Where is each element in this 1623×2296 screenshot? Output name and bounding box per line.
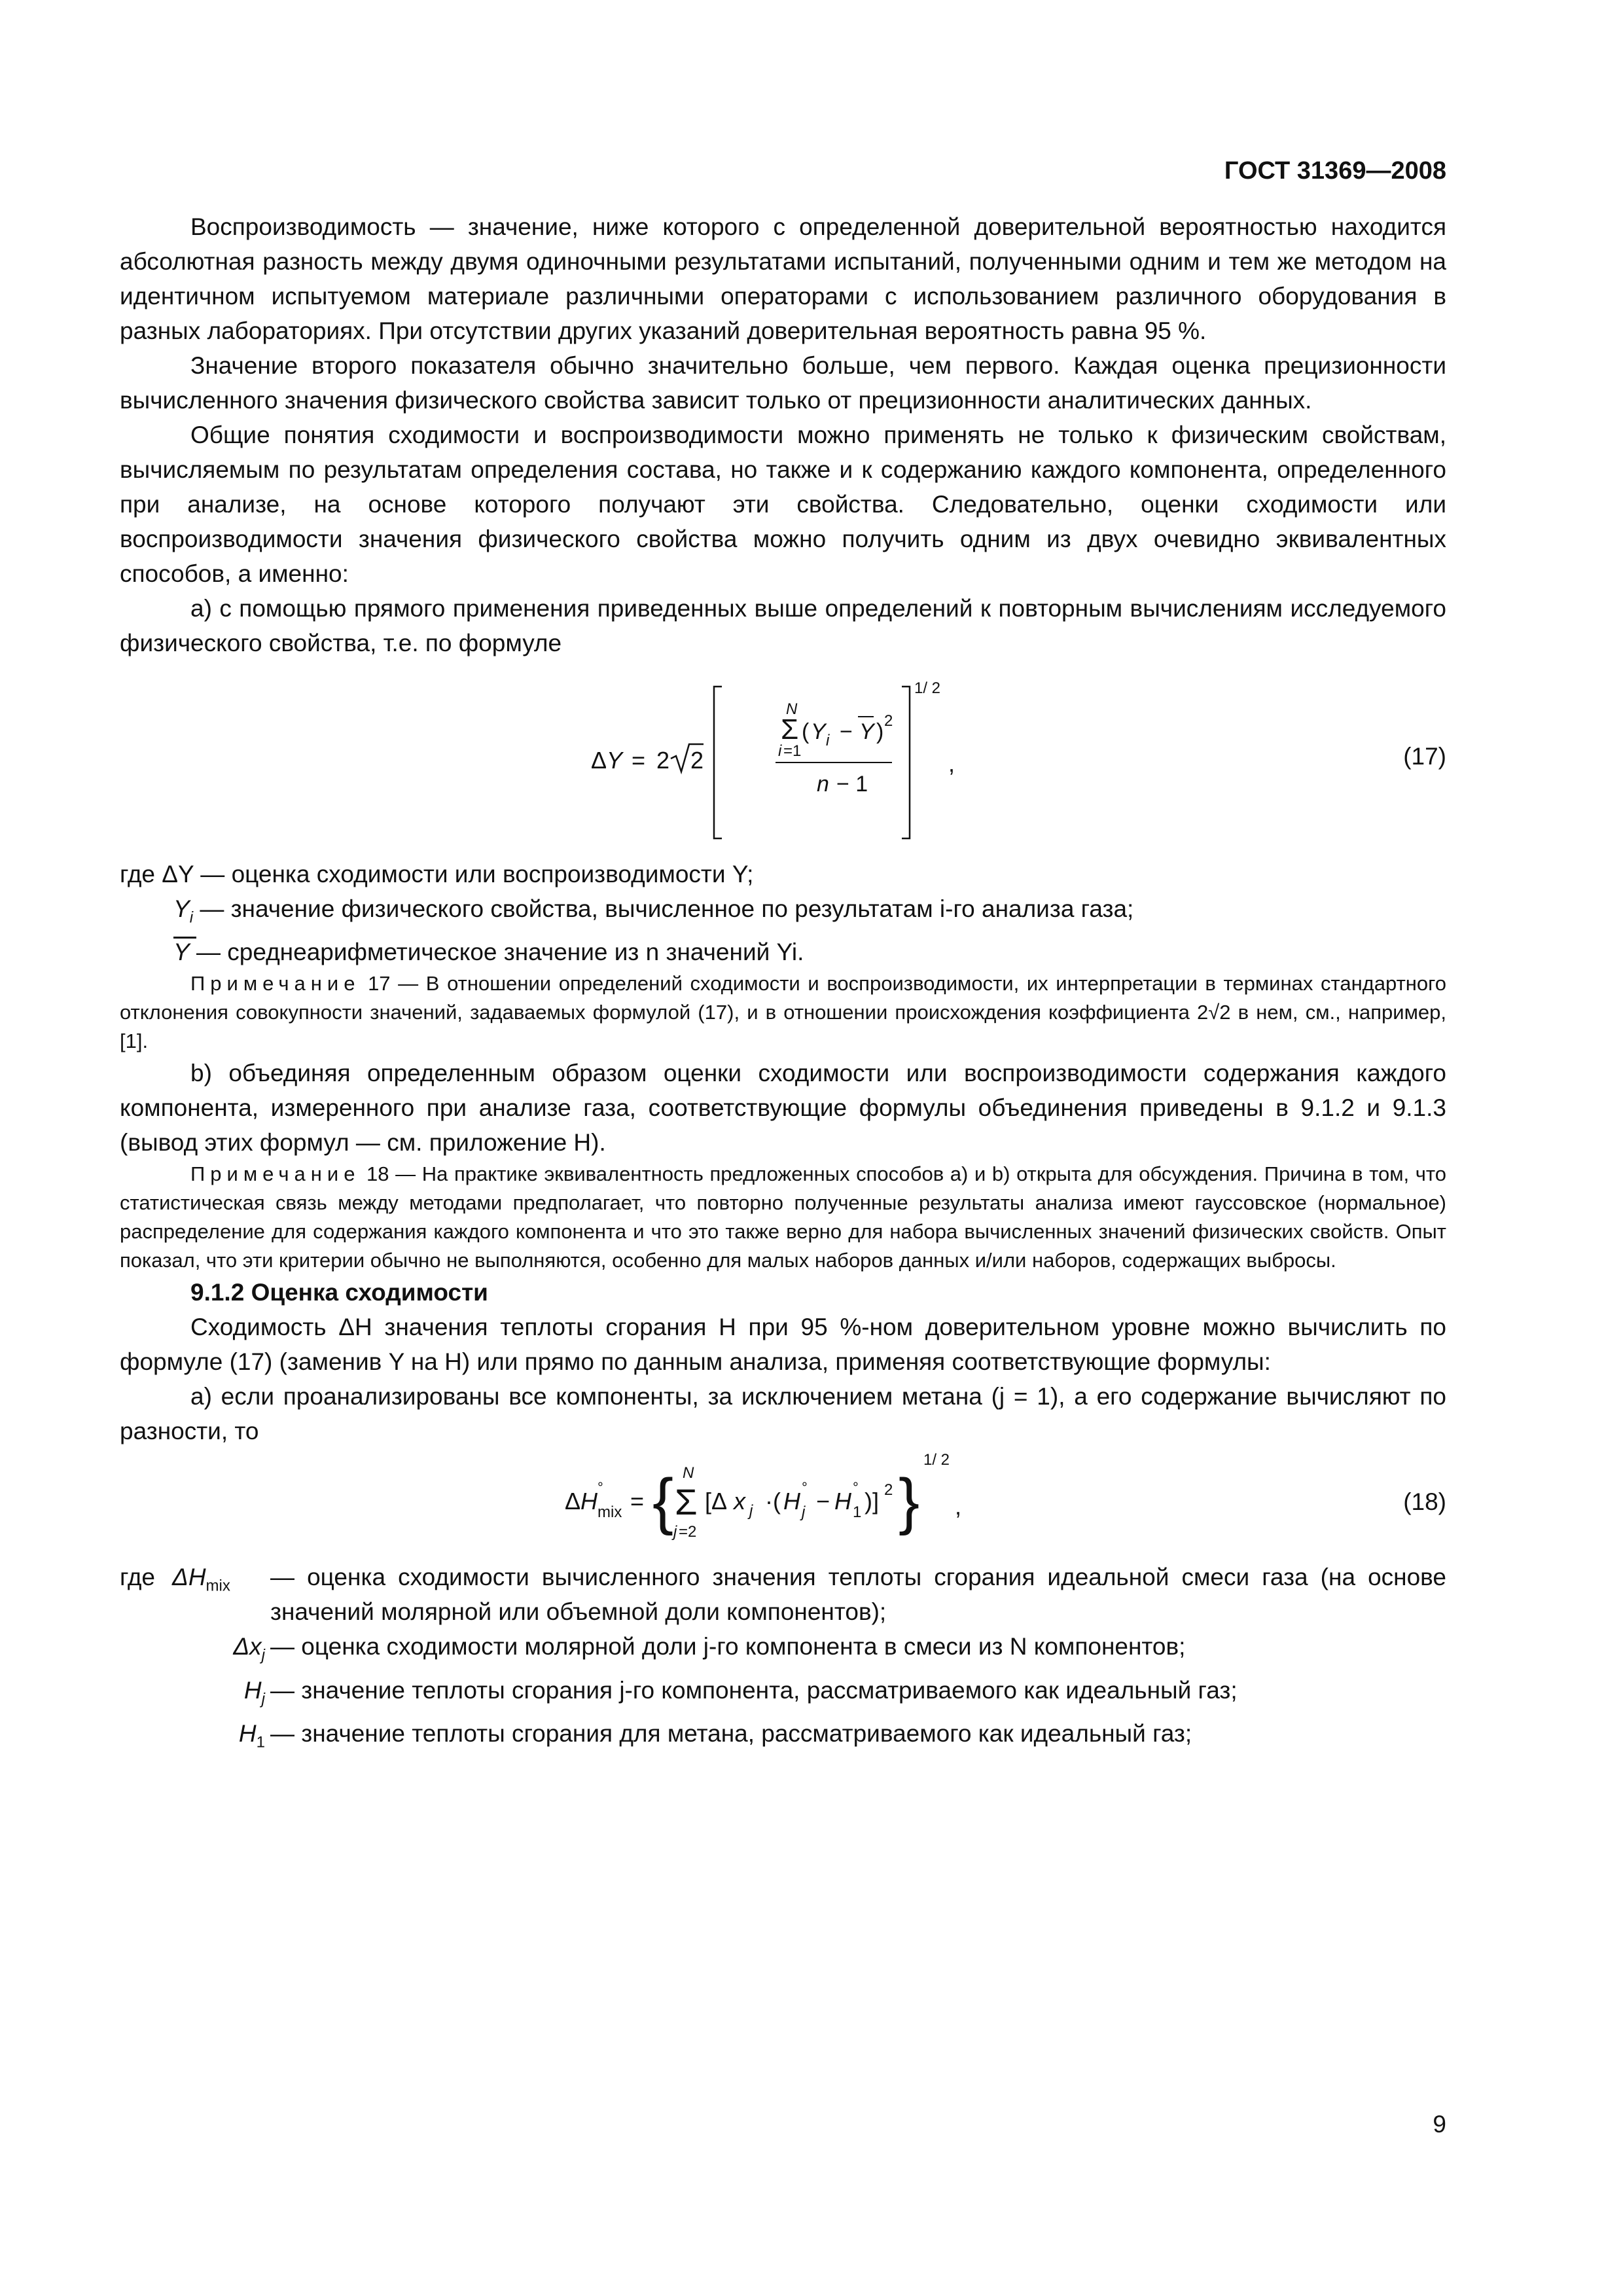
svg-text:H: H	[580, 1488, 597, 1515]
svg-text:}: }	[899, 1466, 920, 1537]
svg-text:Δ: Δ	[565, 1488, 581, 1515]
paragraph-second-index: Значение второго показателя обычно значительно больше, чем первого. Каждая оценка прецизионности вычисленного значения физического свойства зависит только от прецизионности аналитических данных.	[120, 352, 1446, 414]
svg-text:Y: Y	[859, 719, 874, 744]
paragraph-general-concepts: Общие понятия сходимости и воспроизводимости можно применять не только к физическим свойствам, вычисляемым по результатам определения состава, но также и к содержанию каждого компонента, определенного при анализе, на основе которого получают эти свойства. Следовательно, оценки сходимости или воспроизводимости значения физического свойства можно получить одним из двух очевидно эквивалентных способов, а именно:	[120, 422, 1446, 587]
svg-text:1/ 2: 1/ 2	[914, 679, 941, 697]
symbol-hj: $H_j$	[243, 1676, 265, 1708]
svg-text:Σ: Σ	[781, 713, 799, 745]
document-body	[120, 209, 1446, 1760]
paragraph-reproducibility: Воспроизводимость — значение, ниже которого с определенной доверительной вероятностью находится абсолютная разность между двумя одиночными результатами испытаний, полученными одним и тем же методом на идентичном испытуемом материале различными операторами с использованием различного оборудования в разных лабораториях. При отсутствии других указаний доверительная вероятность равна 95 %.	[120, 213, 1446, 344]
svg-text:,: ,	[955, 1493, 962, 1520]
svg-text:°: °	[597, 1479, 603, 1496]
svg-text:[Δ: [Δ	[705, 1488, 728, 1515]
svg-text:j: j	[802, 1503, 806, 1522]
where-block-17	[120, 857, 1446, 969]
svg-text:N: N	[786, 700, 798, 718]
svg-text:j: j	[673, 1523, 677, 1541]
section-heading-9-1-2: 9.1.2 Оценка сходимости	[190, 1279, 488, 1306]
svg-text:Y: Y	[607, 747, 623, 774]
svg-text:i: i	[778, 742, 782, 760]
formula-18-block	[120, 1448, 1446, 1560]
svg-text:2: 2	[884, 1481, 893, 1499]
where-dx-text: — оценка сходимости молярной доли j-го компонента в смеси из N компонентов;	[270, 1633, 1186, 1660]
svg-text:n: n	[817, 772, 829, 797]
paragraph-repeatability: Сходимость ΔH значения теплоты сгорания H при 95 %-ном доверительном уровне можно вычислить по формуле (17) (заменив Y на H) или прямо по данным анализа, применяя соответствующие формулы:	[120, 1314, 1446, 1376]
svg-text:=: =	[630, 1488, 645, 1515]
svg-text:=2: =2	[679, 1523, 697, 1541]
svg-text:°: °	[853, 1479, 859, 1496]
where-dh-row	[120, 1560, 1446, 1629]
where-dh-text: — оценка сходимости вычисленного значения теплоты сгорания идеальной смеси газа (на основе значений молярной или объемной доли компонентов);	[270, 1564, 1446, 1626]
where-yi-text: — значение физического свойства, вычисленное по результатам i-го анализа газа;	[200, 895, 1134, 922]
where-h1-text: — значение теплоты сгорания для метана, рассматриваемого как идеальный газ;	[270, 1720, 1192, 1748]
note-18	[120, 1160, 1446, 1275]
paragraph-method-a: а) с помощью прямого применения приведенных выше определений к повторным вычислениям исследуемого физического свойства, т.е. по формуле	[120, 595, 1446, 656]
where-dx-row	[120, 1629, 1446, 1672]
svg-text:1: 1	[853, 1503, 862, 1522]
svg-text:=1: =1	[783, 742, 802, 760]
note-17-label: Примечание	[190, 972, 361, 996]
equation-number-18: (18)	[1403, 1488, 1446, 1516]
svg-text:mix: mix	[597, 1503, 622, 1522]
where-prefix: где	[120, 1564, 156, 1591]
symbol-yi: $Y_i$	[173, 895, 194, 927]
svg-text:−: −	[816, 1488, 830, 1515]
svg-text:{: {	[652, 1466, 674, 1537]
symbol-delta-h-mix: $\Delta H_{mix}$	[172, 1564, 230, 1595]
svg-text:−: −	[840, 719, 853, 744]
svg-text:)]: )]	[865, 1488, 879, 1515]
svg-text:N: N	[683, 1464, 694, 1482]
paragraph-method-b: b) объединяя определенным образом оценки сходимости или воспроизводимости содержания каждого компонента, измеренного при анализе газа, соответствующие формулы объединения приведены в 9.1.2 и 9.1.3 (вывод этих формул — см. приложение Н).	[120, 1060, 1446, 1157]
svg-text:H: H	[834, 1488, 851, 1515]
svg-text:°: °	[802, 1479, 808, 1496]
svg-text:i: i	[826, 732, 830, 749]
svg-text:Y: Y	[811, 719, 826, 744]
symbol-ybar: Y	[173, 939, 196, 966]
document-header: ГОСТ 31369—2008	[1224, 157, 1446, 185]
formula-18	[565, 1452, 1128, 1556]
where-block-18	[120, 1560, 1446, 1759]
svg-text:): )	[876, 719, 884, 744]
svg-text:2: 2	[690, 747, 704, 774]
svg-text:2: 2	[656, 747, 670, 774]
where-ybar-row	[120, 935, 1446, 969]
where-hj-text: — значение теплоты сгорания j-го компонента, рассматриваемого как идеальный газ;	[270, 1676, 1238, 1704]
svg-text:x: x	[734, 1488, 745, 1515]
equation-number-17: (17)	[1403, 743, 1446, 770]
note-18-text: 18 — На практике эквивалентность предложенных способов а) и b) открыта для обсуждения. Причина в том, что статистическая связь между методами предполагает, что повторно полученные результаты анализа имеют гауссовское (нормальное) распределение для содержания каждого компонента и что это также верно для набора вычисленных значений физических свойств. Опыт показал, что эти критерии обычно не выполняются, особенно для малых наборов данных и/или наборов, содержащих выбросы.	[120, 1162, 1446, 1272]
symbol-h1: $H_1$	[238, 1720, 265, 1751]
note-17	[120, 969, 1446, 1056]
note-17-text: 17 — В отношении определений сходимости и воспроизводимости, их интерпретации в терминах стандартного отклонения совокупности значений, задаваемых формулой (17), и в отношении происхождения коэффициента 2√2 в нем, см., например, [1].	[120, 972, 1446, 1053]
where-ybar-text: — среднеарифметическое значение из n значений Yi.	[196, 939, 804, 966]
paragraph-case-a: а) если проанализированы все компоненты, за исключением метана (j = 1), а его содержание вычисляют по разности, то	[120, 1383, 1446, 1445]
svg-text:Σ: Σ	[675, 1481, 698, 1523]
formula-17-block	[120, 660, 1446, 857]
svg-text:2: 2	[884, 712, 893, 730]
svg-text:− 1: − 1	[836, 772, 868, 797]
page-number: 9	[1433, 2111, 1446, 2138]
svg-text:1/ 2: 1/ 2	[923, 1452, 950, 1469]
svg-text:=: =	[632, 747, 646, 774]
svg-text:H: H	[783, 1488, 800, 1515]
svg-text:,: ,	[948, 750, 955, 777]
svg-text:j: j	[749, 1502, 753, 1520]
svg-text:(: (	[802, 719, 810, 744]
where-yi-row	[120, 891, 1446, 935]
where-h1-row	[120, 1716, 1446, 1759]
formula-17	[591, 673, 1062, 844]
where-delta-y: где ΔY — оценка сходимости или воспроизводимости Y;	[120, 861, 754, 888]
svg-text:·(: ·(	[765, 1488, 781, 1515]
symbol-delta-xj: $\Delta x_j$	[233, 1633, 265, 1664]
where-hj-row	[120, 1673, 1446, 1716]
note-18-label: Примечание	[190, 1162, 361, 1186]
svg-text:Δ: Δ	[591, 747, 607, 774]
